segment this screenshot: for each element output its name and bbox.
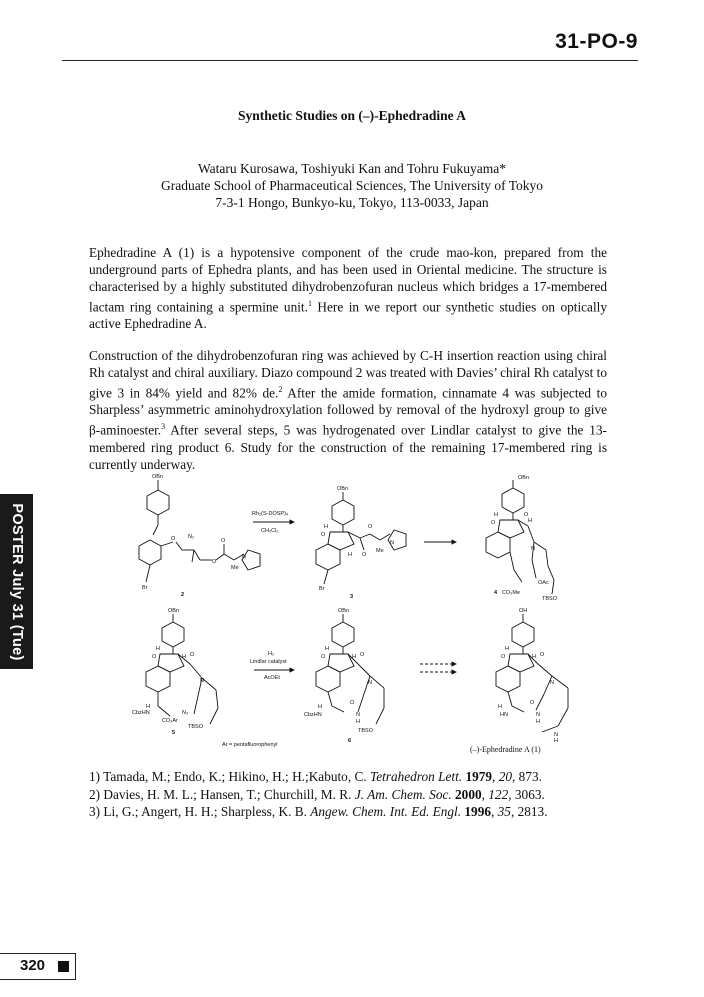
label-obn: OBn	[337, 486, 349, 492]
label-tbso: TBSO	[542, 596, 557, 602]
reference-number: 1)	[89, 769, 101, 784]
reagent-lindlar: Lindlar catalyst	[250, 659, 287, 665]
citation-superscript: 2	[278, 385, 283, 394]
ar-note: Ar = pentafluorophenyl	[222, 742, 278, 748]
reference-authors: Davies, H. M. L.; Hansen, T.; Churchill, M. R.	[103, 786, 352, 802]
label-n: N	[368, 680, 372, 686]
label-n: N	[390, 540, 394, 546]
reference-authors: Tamada, M.; Endo, K.; Hikino, H.; H.;Kabuto, C.	[103, 769, 367, 784]
paragraph-text: After the amide formation, cinnamate 4 was subjected to Sharpless’ asymmetric aminohydroxylation followed by removal of the hydroxyl group to give β-aminoester.	[89, 385, 607, 438]
label-o: O	[152, 654, 157, 660]
label-h: H	[536, 719, 540, 725]
label-n: N	[356, 712, 360, 718]
label-obn: OBn	[338, 608, 350, 614]
reference-authors: Li, G.; Angert, H. H.; Sharpless, K. B.	[103, 804, 307, 819]
label-cbzhn: CbzHN	[132, 710, 150, 716]
label-o: O	[360, 652, 365, 658]
compound-number-4: 4	[494, 590, 498, 596]
references	[89, 768, 629, 821]
label-n: N	[531, 546, 535, 552]
label-h: H	[532, 654, 536, 660]
poster-code: 31-PO-9	[555, 30, 638, 53]
structure-compound-2	[139, 480, 260, 582]
poster-date-tab	[0, 494, 33, 669]
label-n: N	[536, 712, 540, 718]
label-obn: OBn	[168, 608, 180, 614]
paragraph-text: Ephedradine A (1) is a hypotensive component of the crude mao-kon, prepared from the underground parts of Ephedra plants, and has been used in Oriental medicine. The structure is characterised by a highly substituted dihydrobenzofuran nucleus which bridges a 17-membered lactam ring containing a spermine unit.	[89, 245, 607, 315]
label-br: Br	[319, 586, 325, 592]
label-o: O	[368, 524, 373, 530]
reference-number: 2)	[89, 786, 101, 802]
author-block	[0, 160, 704, 211]
citation-superscript: 1	[307, 299, 312, 308]
label-h: H	[356, 719, 360, 725]
label-oh: OH	[519, 608, 528, 614]
label-o: O	[221, 538, 226, 544]
label-co2me: CO₂Me	[502, 590, 521, 596]
reference-journal: Angew. Chem. Int. Ed. Engl.	[310, 804, 462, 819]
label-h: H	[146, 704, 150, 710]
label-h: H	[494, 512, 498, 518]
reference-year: 1996	[464, 804, 491, 819]
reagent-h2: H₂	[268, 651, 275, 657]
label-n: N	[550, 680, 554, 686]
reference-journal: J. Am. Chem. Soc.	[354, 786, 452, 802]
label-n3: N₃	[182, 710, 189, 716]
reference-volume: 35	[497, 804, 511, 819]
reference-pages: 873.	[518, 769, 542, 784]
reference-journal: Tetrahedron Lett.	[370, 769, 463, 784]
label-o: O	[530, 700, 535, 706]
label-h: H	[498, 704, 502, 710]
label-n: N	[554, 732, 558, 738]
structure-compound-3	[316, 492, 406, 584]
reference-pages: 3063.	[514, 786, 545, 802]
paragraph-text: Here in we report our synthetic studies on optically active Ephedradine A.	[89, 299, 607, 332]
label-n: N	[200, 678, 204, 684]
label-cbzhn: CbzHN	[304, 712, 322, 718]
poster-date-label: POSTER July 31 (Tue)	[8, 502, 25, 661]
label-o: O	[524, 512, 529, 518]
label-me: Me	[376, 548, 384, 554]
label-o: O	[171, 536, 176, 542]
label-h: H	[318, 704, 322, 710]
label-h: H	[528, 518, 532, 524]
address: 7-3-1 Hongo, Bunkyo-ku, Tokyo, 113-0033, Japan	[215, 195, 489, 210]
label-o: O	[362, 552, 367, 558]
label-co2ar: CO₂Ar	[162, 718, 178, 724]
reference-volume: 20	[498, 769, 512, 784]
reference-pages: 2813.	[517, 804, 548, 819]
label-h: H	[156, 646, 160, 652]
affiliation: Graduate School of Pharmaceutical Sciences, The University of Tokyo	[160, 178, 544, 193]
label-me: Me	[231, 565, 239, 571]
paragraph-text: After several steps, 5 was hydrogenated over Lindlar catalyst to give the 13-membered ring product 6. Study for the construction of the remaining 17-membered ring is currently underway.	[89, 422, 607, 472]
label-o: O	[321, 654, 326, 660]
page-marker-square	[58, 961, 69, 972]
label-o: O	[190, 652, 195, 658]
label-tbso: TBSO	[188, 724, 203, 730]
paragraph-text: Construction of the dihydrobenzofuran ring was achieved by C-H insertion reaction using chiral Rh catalyst and chiral auxiliary. Diazo compound 2 was treated with Davies’ chiral Rh catalyst to give 3 in 84% yield and 82% de.	[89, 348, 607, 401]
reagent-rh-catalyst: Rh₂(S-DOSP)₄	[252, 511, 289, 517]
reference-volume: 122	[488, 786, 509, 802]
compound-number-2: 2	[181, 592, 185, 598]
label-obn: OBn	[518, 475, 530, 481]
reference-item: 2) Davies, H. M. L.; Hansen, T.; Churchill, M. R. J. Am. Chem. Soc. 2000, 122, 3063.	[89, 786, 545, 802]
label-h: H	[325, 646, 329, 652]
label-h: H	[324, 524, 328, 530]
compound-number-3: 3	[350, 594, 354, 600]
compound-number-5: 5	[172, 730, 176, 736]
product-label: (–)-Ephedradine A (1)	[470, 745, 541, 754]
label-oac: OAc	[538, 580, 549, 586]
label-n2: N₂	[188, 534, 195, 540]
structure-compound-4	[486, 480, 554, 594]
reference-number: 3)	[89, 804, 101, 819]
label-o: O	[321, 532, 326, 538]
label-hn: HN	[500, 712, 508, 718]
reference-year: 1979	[465, 769, 493, 784]
label-o: O	[501, 654, 506, 660]
paper-title: Synthetic Studies on (–)-Ephedradine A	[237, 108, 467, 123]
label-o: O	[212, 559, 217, 565]
label-h: H	[182, 654, 186, 660]
author-names: Wataru Kurosawa, Toshiyuki Kan and Tohru Fukuyama*	[197, 161, 507, 176]
structure-compound-5	[146, 614, 218, 724]
label-br: Br	[142, 585, 148, 591]
page-number: 320	[20, 957, 46, 974]
label-h: H	[348, 552, 352, 558]
reference-item: 1) Tamada, M.; Endo, K.; Hikino, H.; H.;Kabuto, C. Tetrahedron Lett. 1979, 20, 873.	[89, 769, 542, 784]
compound-number-6: 6	[348, 738, 352, 744]
reagent-acoet: AcOEt	[264, 675, 280, 681]
reagent-solvent: CH₂Cl₂	[261, 528, 279, 534]
label-o: O	[350, 700, 355, 706]
reference-year: 2000	[455, 786, 482, 802]
reaction-scheme	[118, 470, 602, 760]
paragraph-intro	[89, 244, 607, 332]
label-o: O	[491, 520, 496, 526]
label-h: H	[505, 646, 509, 652]
header-rule	[62, 60, 638, 61]
reference-item: 3) Li, G.; Angert, H. H.; Sharpless, K. B. Angew. Chem. Int. Ed. Engl. 1996, 35, 2813.	[89, 804, 548, 819]
label-obn: OBn	[152, 474, 164, 480]
label-h: H	[352, 654, 356, 660]
label-h: H	[554, 738, 558, 744]
label-n: N	[242, 554, 246, 560]
citation-superscript: 3	[161, 422, 166, 432]
structure-compound-6	[316, 614, 384, 724]
label-tbso: TBSO	[358, 728, 373, 734]
paragraph-synthesis	[89, 347, 607, 473]
label-o: O	[540, 652, 545, 658]
